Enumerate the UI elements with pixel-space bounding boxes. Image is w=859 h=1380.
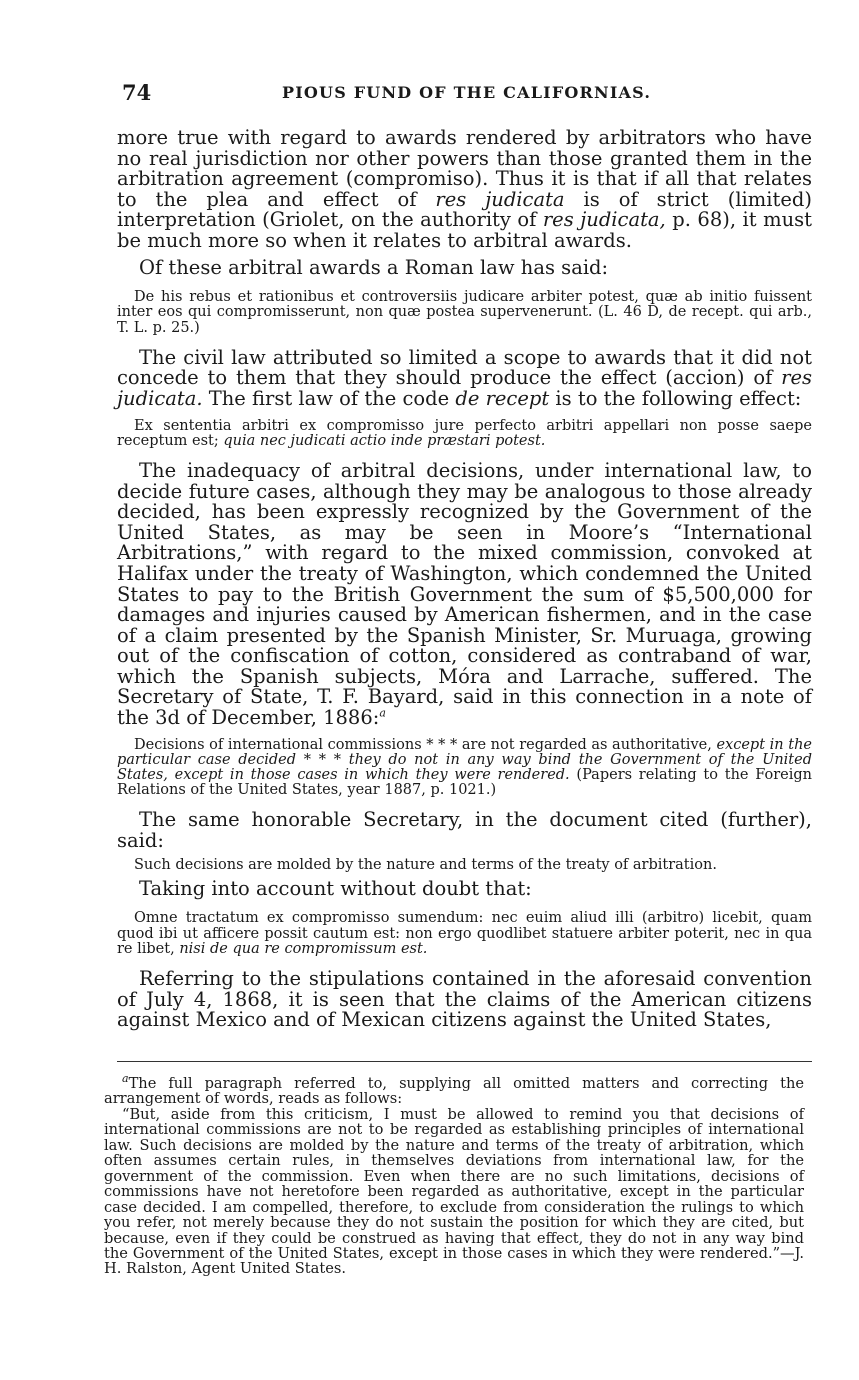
italic-term: quia nec judicati actio inde præstari potest. xyxy=(223,432,546,449)
text-run: Ex sententia arbitri ex compromisso jure perfecto arbitri appellari non posse saepe receptum est; xyxy=(117,417,812,449)
footnote-block xyxy=(104,1072,804,1278)
paragraph-5: The same honorable Secretary, in the document cited (further), said: xyxy=(117,808,812,853)
paragraph-6: Taking into account without doubt that: xyxy=(139,876,532,900)
paragraph-1 xyxy=(117,128,812,252)
block-quote-1: De his rebus et rationibus et controversiis judicare arbiter potest, quæ ab initio fuissent inter eos qui compromisserunt, non quæ postea supervenerunt. (L. 46 D, de recept. qui arb., T. L. p. 25.) xyxy=(117,289,812,336)
italic-term: except in the particular case decided * * * they do not in any way bind the Government of the United States, except in those cases in which they were rendered. xyxy=(117,736,812,784)
italic-term: nisi de qua re compromissum est. xyxy=(179,940,428,957)
paragraph-7: Referring to the stipulations contained in the aforesaid convention of July 4, 1868, it is seen that the claims of the American citizens against Mexico and of Mexican citizens against the United States, xyxy=(117,967,812,1032)
running-header xyxy=(122,80,812,106)
italic-term: res judicata xyxy=(435,187,565,211)
text-run: The first law of the code xyxy=(202,386,456,410)
text-run: The inadequacy of arbitral decisions, under international law, to decide future cases, although they may be analogous to those already decided, has been expressly recognized by the Government of the United States, as may be seen in Moore’s “International Arbitrations,” with regard to the mixed commission, convoked at Halifax under the treaty of Washington, which condemned the United States to pay to the British Government the sum of $5,500,000 for damages and injuries caused by American fishermen, and in the case of a claim presented by the Spanish Minister, Sr. Muruaga, growing out of the confiscation of cotton, considered as contraband of war, which the Spanish subjects, Móra and Larrache, suffered. The Secretary of State, T. F. Bayard, said in this connection in a note of the 3d of December, 1886: xyxy=(117,458,812,730)
footnote-quote: “But, aside from this criticism, I must be allowed to remind you that decisions of international commissions are not to be regarded as establishing principles of international law. Such decisions are molded by the nature and terms of the treaty of arbitration, which often assumes certain rules, in themselves deviations from international law, for the government of the commission. Even when there are no such limitations, decisions of commissions have not heretofore been regarded as authoritative, except in the particular case decided. I am compelled, therefore, to exclude from consideration the rulings to which you refer, not merely because they do not sustain the position for which they are cited, but because, even if they could be construed as having that effect, they do not in any way bind the Government of the United States, except in those cases in which they were rendered.”—J. H. Ralston, Agent United States. xyxy=(104,1105,804,1278)
text-run: The civil law attributed so limited a scope to awards that it did not concede to them that they should produce the effect (accion) of xyxy=(117,345,812,390)
running-title: PIOUS FUND OF THE CALIFORNIAS. xyxy=(282,83,652,102)
footnote-reference: a xyxy=(379,706,386,720)
paragraph-3 xyxy=(117,345,812,410)
text-run: The full paragraph referred to, supplying all omitted matters and correcting the arrangement of words, reads as follows: xyxy=(104,1075,804,1108)
italic-term: de recept xyxy=(455,386,550,410)
footnote-intro xyxy=(104,1072,804,1108)
text-run: Decisions of international commissions * * * are not regarded as authoritative, xyxy=(134,736,717,753)
paragraph-4 xyxy=(117,458,812,730)
italic-term: res judicata, xyxy=(542,208,666,232)
text-run: (Papers relating to the Foreign Relations of the United States, year 1887, p. 1021.) xyxy=(117,767,813,799)
block-quote-5 xyxy=(117,911,812,957)
page-number: 74 xyxy=(122,80,152,105)
block-quote-4: Such decisions are molded by the nature and terms of the treaty of arbitration. xyxy=(134,856,717,873)
italic-term: res judicata. xyxy=(117,366,812,410)
footnote-divider xyxy=(117,1061,812,1062)
text-run: is of strict (limited) interpretation (Griolet, on the authority of xyxy=(117,187,812,232)
text-run: Omne tractatum ex compromisso sumendum: nec euim aliud illi (arbitro) licebit, quam quod ibi ut afficere possit cautum est: non ergo quodlibet statuere arbiter poterit, nec in qua re libet, xyxy=(117,910,812,957)
text-run: p. 68), it must be much more so when it relates to arbitral awards. xyxy=(117,208,813,252)
block-quote-3 xyxy=(117,738,812,799)
text-run: is to the following effect: xyxy=(549,386,802,410)
text-run: more true with regard to awards rendered by arbitrators who have no real jurisdiction nor other powers than those granted them in the arbitration agreement (compromiso). Thus it is that if all that relates to the plea and effect of xyxy=(117,126,812,211)
block-quote-2 xyxy=(117,419,812,449)
main-text xyxy=(117,128,812,1031)
paragraph-2: Of these arbitral awards a Roman law has said: xyxy=(139,255,609,279)
footnote-marker: a xyxy=(122,1072,129,1086)
